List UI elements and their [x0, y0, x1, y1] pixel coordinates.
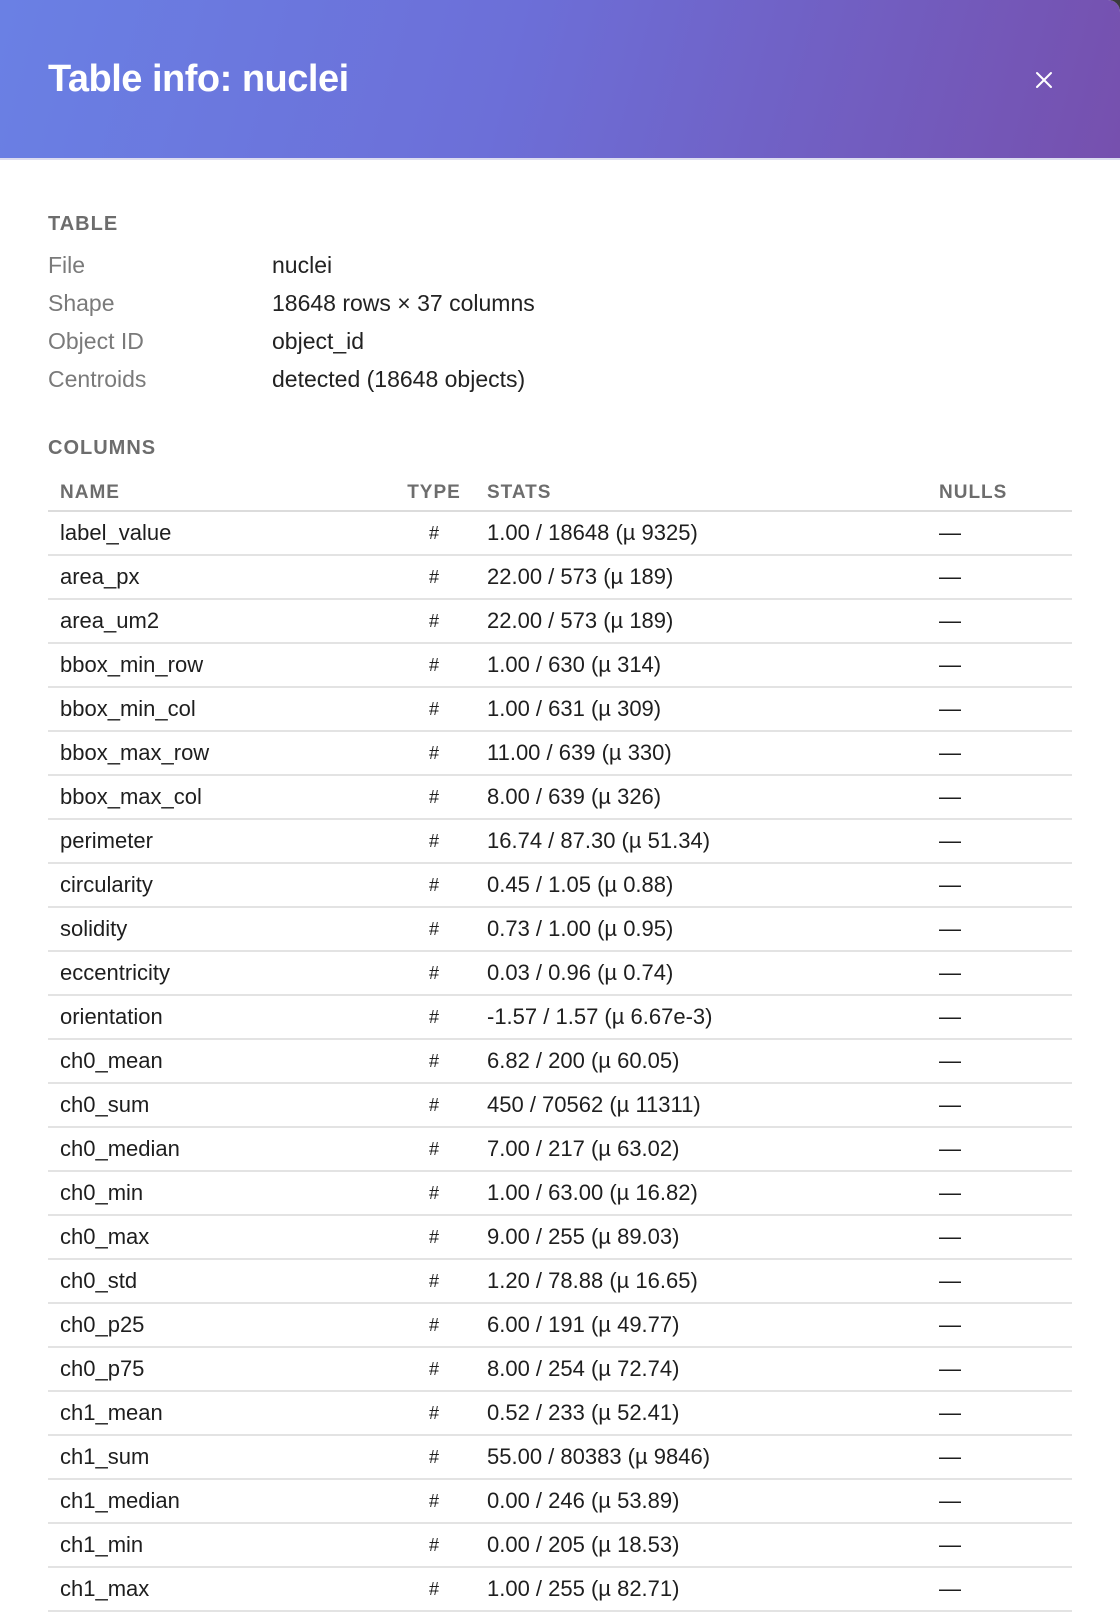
dialog-header [0, 0, 1120, 160]
dialog-title: Table info: nuclei [48, 58, 349, 100]
column-stats: 8.00 / 639 (µ 326) [475, 775, 927, 819]
property-key: Centroids [48, 365, 147, 392]
column-stats: 1.00 / 18648 (µ 9325) [475, 511, 927, 555]
table-row [48, 1347, 1072, 1391]
column-name: eccentricity [48, 951, 393, 995]
column-stats: 0.52 / 233 (µ 52.41) [475, 1391, 927, 1435]
column-stats: 22.00 / 573 (µ 189) [475, 599, 927, 643]
table-row [48, 1435, 1072, 1479]
column-name: area_px [48, 555, 393, 599]
column-name: orientation [48, 995, 393, 1039]
column-name: ch0_p25 [48, 1303, 393, 1347]
column-type-icon: # [393, 1347, 475, 1391]
column-name: ch0_std [48, 1259, 393, 1303]
column-nulls: — [927, 1523, 1072, 1567]
column-nulls: — [927, 951, 1072, 995]
close-icon [1034, 70, 1054, 90]
column-nulls: — [927, 731, 1072, 775]
column-stats: -1.57 / 1.57 (µ 6.67e-3) [475, 995, 927, 1039]
table-row [48, 1083, 1072, 1127]
column-nulls: — [927, 643, 1072, 687]
column-nulls: — [927, 599, 1072, 643]
column-type-icon: # [393, 995, 475, 1039]
property-row [48, 284, 1072, 322]
column-type-icon: # [393, 1391, 475, 1435]
column-type-icon: # [393, 1127, 475, 1171]
property-value: detected (18648 objects) [272, 365, 526, 392]
table-row [48, 1479, 1072, 1523]
column-nulls: — [927, 775, 1072, 819]
column-name: solidity [48, 907, 393, 951]
table-row [48, 599, 1072, 643]
column-name: area_um2 [48, 599, 393, 643]
column-name: ch0_p75 [48, 1347, 393, 1391]
column-nulls: — [927, 687, 1072, 731]
table-row [48, 643, 1072, 687]
column-type-icon: # [393, 1215, 475, 1259]
column-stats: 6.00 / 191 (µ 49.77) [475, 1303, 927, 1347]
table-row [48, 555, 1072, 599]
column-nulls: — [927, 1391, 1072, 1435]
property-key: File [48, 251, 86, 278]
column-type-icon: # [393, 1259, 475, 1303]
header-stats: STATS [475, 476, 927, 511]
column-type-icon: # [393, 907, 475, 951]
column-type-icon: # [393, 1303, 475, 1347]
column-type-icon: # [393, 1523, 475, 1567]
column-stats: 450 / 70562 (µ 11311) [475, 1083, 927, 1127]
column-nulls: — [927, 995, 1072, 1039]
property-key: Shape [48, 289, 115, 316]
close-button[interactable] [1026, 62, 1062, 98]
column-name: ch0_max [48, 1215, 393, 1259]
column-nulls: — [927, 511, 1072, 555]
column-stats: 1.00 / 630 (µ 314) [475, 643, 927, 687]
column-stats: 9.00 / 255 (µ 89.03) [475, 1215, 927, 1259]
column-type-icon: # [393, 1039, 475, 1083]
table-row [48, 1523, 1072, 1567]
column-nulls: — [927, 1171, 1072, 1215]
header-nulls: NULLS [927, 476, 1072, 511]
column-name: label_value [48, 511, 393, 555]
column-type-icon: # [393, 1479, 475, 1523]
column-stats: 7.00 / 217 (µ 63.02) [475, 1127, 927, 1171]
column-stats: 1.00 / 631 (µ 309) [475, 687, 927, 731]
column-type-icon: # [393, 555, 475, 599]
table-row [48, 511, 1072, 555]
column-nulls: — [927, 1303, 1072, 1347]
column-type-icon: # [393, 1435, 475, 1479]
column-type-icon: # [393, 599, 475, 643]
table-properties [48, 246, 1072, 398]
column-type-icon: # [393, 775, 475, 819]
column-name: bbox_min_col [48, 687, 393, 731]
columns-table [48, 476, 1072, 1612]
column-stats: 6.82 / 200 (µ 60.05) [475, 1039, 927, 1083]
column-type-icon: # [393, 1567, 475, 1611]
column-nulls: — [927, 1083, 1072, 1127]
property-row [48, 360, 1072, 398]
column-name: ch1_min [48, 1523, 393, 1567]
table-row [48, 995, 1072, 1039]
property-row [48, 246, 1072, 284]
column-type-icon: # [393, 731, 475, 775]
table-row [48, 1171, 1072, 1215]
table-section-heading: TABLE [48, 213, 119, 235]
table-row [48, 1259, 1072, 1303]
property-value: 18648 rows × 37 columns [272, 289, 535, 316]
column-nulls: — [927, 1347, 1072, 1391]
column-nulls: — [927, 1479, 1072, 1523]
column-name: ch0_mean [48, 1039, 393, 1083]
table-row [48, 1127, 1072, 1171]
column-stats: 1.00 / 63.00 (µ 16.82) [475, 1171, 927, 1215]
property-key: Object ID [48, 327, 144, 354]
table-row [48, 907, 1072, 951]
column-stats: 8.00 / 254 (µ 72.74) [475, 1347, 927, 1391]
column-name: ch1_sum [48, 1435, 393, 1479]
column-nulls: — [927, 1567, 1072, 1611]
column-stats: 0.45 / 1.05 (µ 0.88) [475, 863, 927, 907]
column-name: circularity [48, 863, 393, 907]
table-row [48, 775, 1072, 819]
column-stats: 11.00 / 639 (µ 330) [475, 731, 927, 775]
property-value: nuclei [272, 251, 333, 278]
column-stats: 55.00 / 80383 (µ 9846) [475, 1435, 927, 1479]
column-name: bbox_min_row [48, 643, 393, 687]
column-nulls: — [927, 1215, 1072, 1259]
column-stats: 1.00 / 255 (µ 82.71) [475, 1567, 927, 1611]
column-name: ch1_mean [48, 1391, 393, 1435]
table-row [48, 951, 1072, 995]
column-name: ch1_max [48, 1567, 393, 1611]
column-stats: 0.00 / 205 (µ 18.53) [475, 1523, 927, 1567]
column-name: ch0_median [48, 1127, 393, 1171]
table-row [48, 1567, 1072, 1611]
column-stats: 0.03 / 0.96 (µ 0.74) [475, 951, 927, 995]
header-type: TYPE [393, 476, 475, 511]
column-name: bbox_max_col [48, 775, 393, 819]
column-stats: 0.00 / 246 (µ 53.89) [475, 1479, 927, 1523]
column-type-icon: # [393, 687, 475, 731]
column-nulls: — [927, 819, 1072, 863]
column-name: ch0_sum [48, 1083, 393, 1127]
column-name: perimeter [48, 819, 393, 863]
column-type-icon: # [393, 1171, 475, 1215]
table-row [48, 731, 1072, 775]
columns-section-heading: COLUMNS [48, 437, 157, 459]
table-row [48, 1215, 1072, 1259]
table-row [48, 1391, 1072, 1435]
property-value: object_id [272, 327, 365, 354]
column-stats: 1.20 / 78.88 (µ 16.65) [475, 1259, 927, 1303]
property-row [48, 322, 1072, 360]
column-type-icon: # [393, 1083, 475, 1127]
column-name: ch1_median [48, 1479, 393, 1523]
column-nulls: — [927, 1127, 1072, 1171]
table-row [48, 1303, 1072, 1347]
column-nulls: — [927, 907, 1072, 951]
column-nulls: — [927, 863, 1072, 907]
header-name: NAME [48, 476, 393, 511]
column-type-icon: # [393, 863, 475, 907]
column-nulls: — [927, 555, 1072, 599]
column-type-icon: # [393, 511, 475, 555]
dialog-body [0, 160, 1120, 1612]
table-row [48, 863, 1072, 907]
table-row [48, 819, 1072, 863]
column-nulls: — [927, 1039, 1072, 1083]
columns-table-header [48, 476, 1072, 511]
table-row [48, 687, 1072, 731]
column-name: ch0_min [48, 1171, 393, 1215]
column-type-icon: # [393, 819, 475, 863]
column-type-icon: # [393, 643, 475, 687]
column-nulls: — [927, 1259, 1072, 1303]
column-name: bbox_max_row [48, 731, 393, 775]
column-type-icon: # [393, 951, 475, 995]
column-nulls: — [927, 1435, 1072, 1479]
column-stats: 22.00 / 573 (µ 189) [475, 555, 927, 599]
column-stats: 0.73 / 1.00 (µ 0.95) [475, 907, 927, 951]
table-row [48, 1039, 1072, 1083]
column-stats: 16.74 / 87.30 (µ 51.34) [475, 819, 927, 863]
